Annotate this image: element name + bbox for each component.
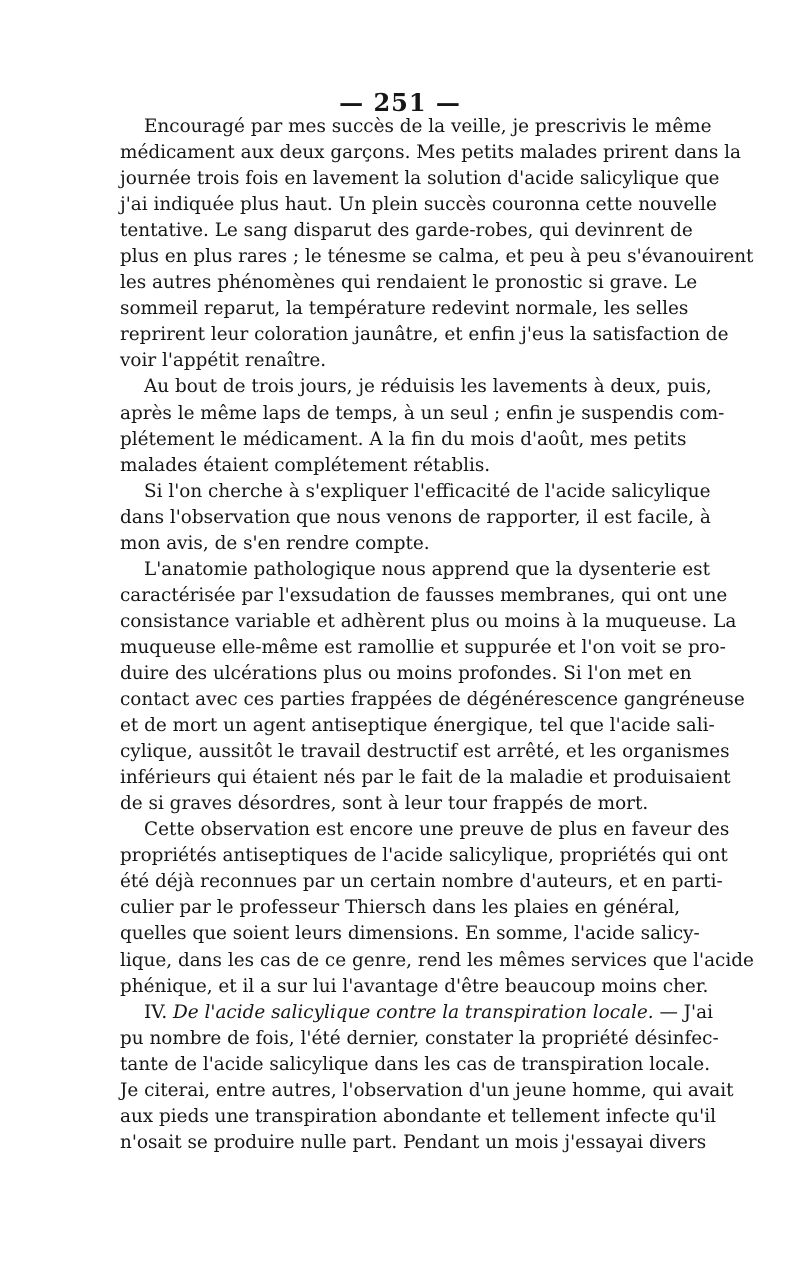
text-line: les autres phénomènes qui rendaient le pronostic si grave. Le (120, 272, 698, 294)
text-line: plétement le médicament. A la fin du mois d'août, mes petits (120, 428, 687, 450)
text-line: Au bout de trois jours, je réduisis les lavements à deux, puis, (144, 376, 712, 398)
body-text (120, 114, 754, 1156)
text-line: propriétés antiseptiques de l'acide salicylique, propriétés qui ont (120, 845, 728, 867)
text-line: quelles que soient leurs dimensions. En somme, l'acide salicy- (120, 923, 700, 945)
text-line: journée trois fois en lavement la solution d'acide salicylique que (120, 168, 720, 190)
text-line: tentative. Le sang disparut des garde-robes, qui devinrent de (120, 220, 693, 242)
text-line: Encouragé par mes succès de la veille, je prescrivis le même (144, 116, 712, 137)
text-line: malades étaient complétement rétablis. (120, 454, 491, 476)
text-line: voir l'appétit renaître. (120, 350, 327, 372)
text-line: contact avec ces parties frappées de dégénérescence gangréneuse (120, 689, 745, 711)
text-line: tante de l'acide salicylique dans les cas de transpiration locale. (120, 1053, 711, 1075)
text-line: plus en plus rares ; le ténesme se calma, et peu à peu s'évanouirent (120, 246, 754, 268)
text-line: sommeil reparut, la température redevint normale, les selles (120, 298, 689, 320)
section-numeral: IV. (144, 1001, 168, 1023)
text-line: phénique, et il a sur lui l'avantage d'être beaucoup moins cher. (120, 975, 709, 997)
text-line: duire des ulcérations plus ou moins profondes. Si l'on met en (120, 662, 692, 684)
text-block-after-section (120, 1026, 734, 1156)
text-line: L'anatomie pathologique nous apprend que la dysenterie est (144, 558, 710, 580)
text-line: mon avis, de s'en rendre compte. (120, 532, 430, 554)
section-title: De l'acide salicylique contre la transpiration locale. (173, 1001, 654, 1023)
text-line: muqueuse elle-même est ramollie et suppurée et l'on voit se pro- (120, 636, 726, 658)
page-number: — 251 — (339, 88, 461, 117)
text-line: Si l'on cherche à s'expliquer l'efficacité de l'acide salicylique (144, 480, 711, 502)
text-line: cylique, aussitôt le travail destructif est arrêté, et les organismes (120, 741, 730, 763)
text-line: pu nombre de fois, l'été dernier, constater la propriété désinfec- (120, 1027, 719, 1049)
text-line: caractérisée par l'exsudation de fausses membranes, qui ont une (120, 584, 728, 606)
text-line: médicament aux deux garçons. Mes petits malades prirent dans la (120, 142, 741, 164)
section-title-continuation: — J'ai (653, 1001, 713, 1023)
text-line: reprirent leur coloration jaunâtre, et enfin j'eus la satisfaction de (120, 324, 729, 346)
text-line: été déjà reconnues par un certain nombre d'auteurs, et en parti- (120, 871, 723, 893)
text-line: inférieurs qui étaient nés par le fait de la maladie et produisaient (120, 767, 731, 789)
text-line: de si graves désordres, sont à leur tour frappés de mort. (120, 793, 649, 815)
section-iv-heading-line (120, 1000, 713, 1026)
text-line: consistance variable et adhèrent plus ou moins à la muqueuse. La (120, 610, 737, 632)
text-line: aux pieds une transpiration abondante et tellement infecte qu'il (120, 1105, 716, 1127)
text-line: n'osait se produire nulle part. Pendant un mois j'essayai divers (120, 1131, 707, 1153)
text-line: j'ai indiquée plus haut. Un plein succès couronna cette nouvelle (120, 194, 717, 216)
text-line: lique, dans les cas de ce genre, rend les mêmes services que l'acide (120, 949, 754, 971)
text-line: après le même laps de temps, à un seul ; enfin je suspendis com- (120, 402, 725, 424)
text-line: dans l'observation que nous venons de rapporter, il est facile, à (120, 506, 711, 528)
text-line: Je citerai, entre autres, l'observation d'un jeune homme, qui avait (120, 1079, 734, 1101)
text-line: Cette observation est encore une preuve de plus en faveur des (144, 819, 730, 841)
text-block-before-section (120, 114, 754, 1000)
text-line: et de mort un agent antiseptique énergique, tel que l'acide sali- (120, 715, 715, 737)
text-line: culier par le professeur Thiersch dans les plaies en général, (120, 897, 681, 919)
